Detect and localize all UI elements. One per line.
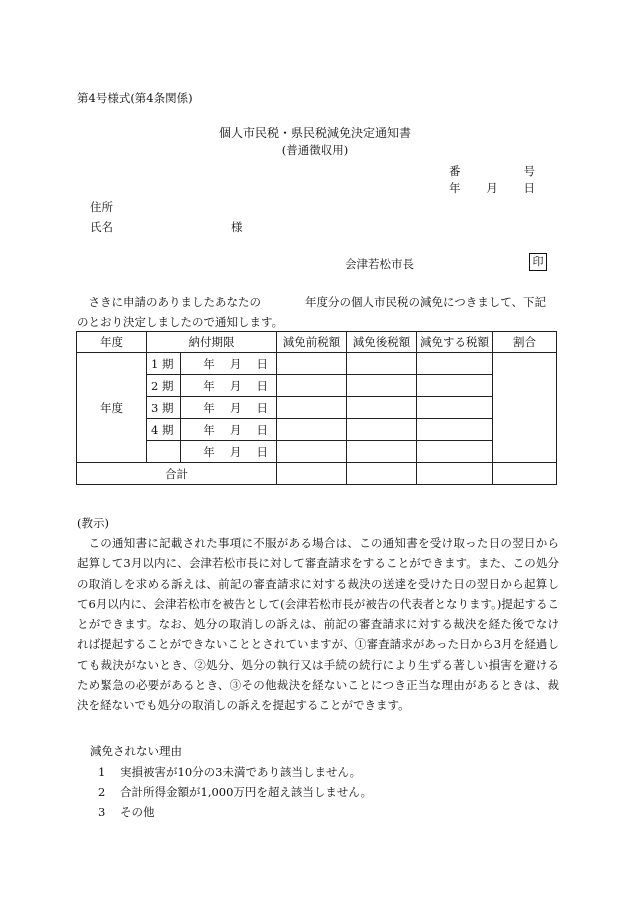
due-date-cell: 年 月 日	[181, 375, 277, 397]
issue-date-line	[449, 180, 535, 196]
notice-part2: 年度分の個人市民税の減免につきまして、下記のとおり決定しましたので通知します。	[77, 295, 547, 329]
name-label: 氏名	[90, 220, 113, 234]
due-date-cell: 年 月 日	[181, 441, 277, 463]
header-after-tax: 減免後税額	[347, 332, 417, 353]
reduced-tax-cell	[417, 419, 493, 441]
notice-part1: さきに申請のありましたあなたの	[88, 295, 261, 309]
reason-text: 合計所得金額が1,000万円を超え該当しません。	[120, 785, 373, 799]
document-title: 個人市民税・県民税減免決定通知書	[218, 126, 411, 140]
reason-text: その他	[120, 805, 155, 819]
before-tax-cell	[277, 419, 347, 441]
header-year: 年度	[77, 332, 147, 353]
after-tax-cell	[347, 375, 417, 397]
total-reduced-tax-cell	[417, 463, 493, 485]
after-tax-cell	[347, 353, 417, 375]
table-header-row	[77, 332, 557, 353]
before-tax-cell	[277, 375, 347, 397]
table-row	[77, 441, 557, 463]
form-number: 第4号様式(第4条関係)	[77, 91, 193, 105]
date-year: 年	[449, 181, 461, 195]
total-label: 合計	[77, 463, 277, 485]
instruction-heading: (教示)	[77, 516, 109, 530]
year-cell: 年度	[77, 353, 147, 463]
number-label: 番	[449, 164, 461, 178]
after-tax-cell	[347, 397, 417, 419]
document-subtitle: (普通徴収用)	[281, 143, 349, 157]
header-ratio: 割合	[493, 332, 557, 353]
before-tax-cell	[277, 397, 347, 419]
reason-number: 3	[98, 805, 106, 819]
reason-number: 2	[98, 785, 106, 799]
header-before-tax: 減免前税額	[277, 332, 347, 353]
total-after-tax-cell	[347, 463, 417, 485]
date-month: 月	[486, 181, 498, 195]
instruction-text: この通知書に記載された事項に不服がある場合は、この通知書を受け取った日の翌日から起算して3月以内に、会津若松市長に対して審査請求をすることができます。また、この処分の取消しを求める訴えは、前記の審査請求に対する裁決の送達を受けた日の翌日から起算して6月以内に、会津若松市を被告として(会津若松市長が被告の代表者となります。)提起することができます。なお、処分の取消しの訴えは、前記の審査請求に対する裁決を経た後でなければ提起することができないこととされていますが、①審査請求があった日から3月を経過しても裁決がないとき、②処分、処分の執行又は手続の続行により生ずる著しい損害を避けるため緊急の必要があるとき、③その他裁決を経ないことにつき正当な理由があるときは、裁決を経ないでも処分の取消しの訴えを提起することができます。	[77, 536, 559, 713]
list-item	[98, 782, 372, 802]
table-total-row	[77, 463, 557, 485]
before-tax-cell	[277, 441, 347, 463]
honorific: 様	[231, 220, 243, 234]
header-payment-period: 納付期限	[147, 332, 277, 353]
address-label: 住所	[90, 200, 113, 214]
period-cell	[147, 441, 181, 463]
reason-number: 1	[98, 765, 106, 779]
reason-text: 実損被害が10分の3未満であり該当しません。	[120, 765, 362, 779]
period-cell: 3 期	[147, 397, 181, 419]
period-cell: 1 期	[147, 353, 181, 375]
notice-text	[77, 292, 557, 332]
before-tax-cell	[277, 353, 347, 375]
ratio-cell	[493, 353, 557, 463]
seal-stamp-box: 印	[529, 253, 547, 271]
reason-heading: 減免されない理由	[90, 744, 182, 758]
table-row	[77, 419, 557, 441]
after-tax-cell	[347, 441, 417, 463]
table-row	[77, 397, 557, 419]
total-ratio-cell	[493, 463, 557, 485]
table-row	[77, 375, 557, 397]
table-row	[77, 353, 557, 375]
due-date-cell: 年 月 日	[181, 397, 277, 419]
reduced-tax-cell	[417, 375, 493, 397]
due-date-cell: 年 月 日	[181, 419, 277, 441]
header-reduced-tax: 減免する税額	[417, 332, 493, 353]
reason-list	[98, 762, 372, 822]
list-item	[98, 762, 372, 782]
total-before-tax-cell	[277, 463, 347, 485]
number-suffix: 号	[523, 164, 535, 178]
reduced-tax-cell	[417, 397, 493, 419]
document-number-line	[449, 163, 535, 179]
after-tax-cell	[347, 419, 417, 441]
issuer: 会津若松市長	[345, 257, 414, 271]
reduced-tax-cell	[417, 353, 493, 375]
due-date-cell: 年 月 日	[181, 353, 277, 375]
tax-reduction-table	[76, 331, 557, 485]
reduced-tax-cell	[417, 441, 493, 463]
period-cell: 2 期	[147, 375, 181, 397]
period-cell: 4 期	[147, 419, 181, 441]
list-item	[98, 802, 372, 822]
date-day: 日	[523, 181, 535, 195]
